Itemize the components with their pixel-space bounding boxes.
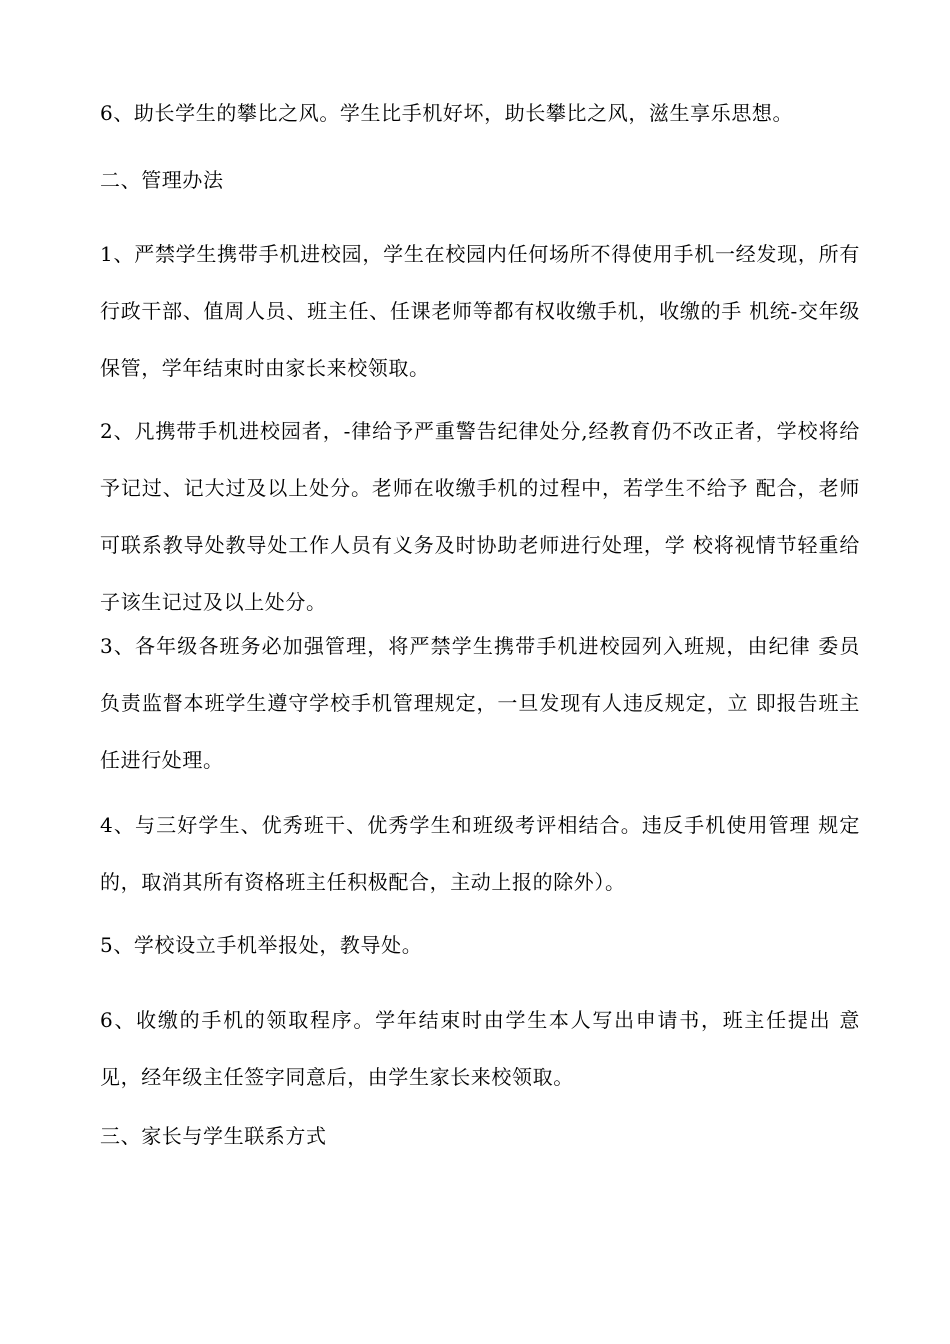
paragraph-management-1: 1、严禁学生携带手机进校园，学生在校园内任何场所不得使用手机一经发现，所有行政干部、值周人员、班主任、任课老师等都有权收缴手机，收缴的手 机统-交年级保管，学年结束时由家长来校领取。 xyxy=(100,242,860,380)
section-heading-contact: 三、家长与学生联系方式 xyxy=(100,1124,327,1148)
paragraph-management-2: 2、凡携带手机进校园者，-律给予严重警告纪律处分,经教育仍不改正者，学校将给予记过、记大过及以上处分。老师在收缴手机的过程中，若学生不给予 配合，老师可联系教导处教导处工作人员有义务及时协助老师进行处理，学 校将视情节轻重给子该生记过及以上处分。 xyxy=(100,419,860,614)
paragraph-management-3: 3、各年级各班务必加强管理，将严禁学生携带手机进校园列入班规，由纪律 委员负责监督本班学生遵守学校手机管理规定，一旦发现有人违反规定，立 即报告班主任进行处理。 xyxy=(100,634,860,772)
section-heading-management: 二、管理办法 xyxy=(100,168,224,192)
paragraph-item-6-comparison: 6、助长学生的攀比之风。学生比手机好坏，助长攀比之风，滋生享乐思想。 xyxy=(100,101,794,125)
paragraph-management-6: 6、收缴的手机的领取程序。学年结束时由学生本人写出申请书，班主任提出 意见，经年级主任签字同意后，由学生家长来校领取。 xyxy=(100,1008,860,1089)
paragraph-management-5: 5、学校设立手机举报处，教导处。 xyxy=(100,933,423,957)
paragraph-management-4: 4、与三好学生、优秀班干、优秀学生和班级考评相结合。违反手机使用管理 规定的，取消其所有资格班主任积极配合，主动上报的除外）。 xyxy=(100,813,860,894)
